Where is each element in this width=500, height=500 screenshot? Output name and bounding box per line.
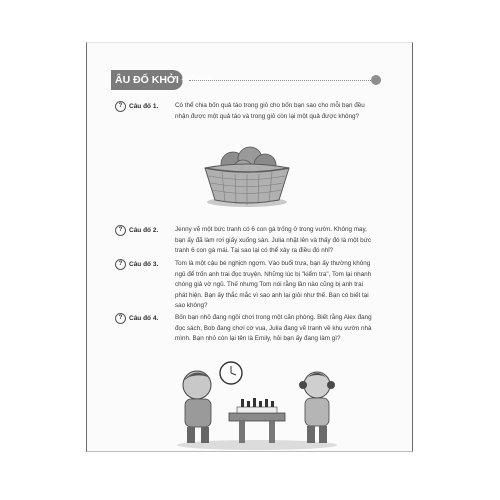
kids-playing-chess-illustration (167, 355, 347, 451)
book-page (86, 42, 413, 452)
question-circle-icon: ? (115, 101, 126, 112)
question-1-label (115, 101, 173, 113)
clock-icon (220, 362, 242, 384)
question-2-text: Jenny vẽ một bức tranh có 6 con gà trống ở trong vườn. Không may, bạn ấy đã làm rơi giấy xuống sàn. Julia nhặt lên và thấy đó là một bức tranh 6 con gà mái. Tại sao lại có thể xảy ra điều đó nhỉ? (175, 226, 371, 255)
question-3-text: Tom là một cậu bé nghịch ngợm. Vào buổi trưa, bạn ấy thường không ngủ để trốn anh trai đọc truyện. Những lúc bị "kiểm tra", Tom lại nhanh chóng giả vờ ngủ. Thế nhưng Tom nói rằng lần nào cũng bị anh trai phát hiện. Bạn ấy thắc mắc vì sao anh lại giỏi như thế. Bạn có biết tại sao không? (175, 260, 372, 310)
question-4-label-text: Câu đố 4. (129, 315, 159, 323)
section-banner: ÂU ĐỐ KHỞI ĐỘNG (111, 70, 183, 90)
banner-dot (371, 75, 381, 85)
apple-basket-illustration (197, 136, 297, 208)
question-4-label (115, 313, 173, 325)
question-4-text: Bốn bạn nhỏ đang ngồi chơi trong một căn phòng. Biết rằng Alex đang đọc sách, Bob đang chơi cờ vua, Julia đang vẽ tranh về khu vườn nhà mình. Bạn nhỏ còn lại tên là Emily, hỏi bạn ấy đang làm gì? (175, 314, 372, 343)
banner-dotted-line (189, 80, 373, 81)
question-3-label-text: Câu đố 3. (129, 261, 159, 269)
question-circle-icon: ? (115, 225, 126, 236)
question-circle-icon: ? (115, 313, 126, 324)
question-2-label-text: Câu đố 2. (129, 227, 159, 235)
question-1-label-text: Câu đố 1. (129, 103, 159, 111)
question-3-label (115, 259, 173, 271)
question-circle-icon: ? (115, 259, 126, 270)
question-2-label (115, 225, 173, 237)
question-1-text: Có thể chia bốn quả táo trong giỏ cho bốn bạn sao cho mỗi bạn đều nhận được một quả táo và trong giỏ còn lại một quả được không? (175, 102, 365, 120)
